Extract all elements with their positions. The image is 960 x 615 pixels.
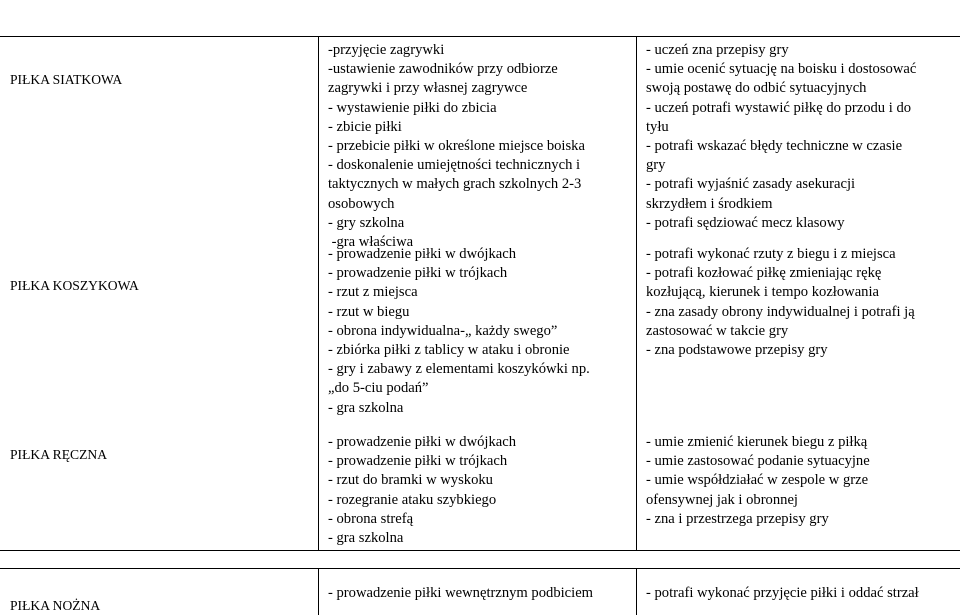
column-divider-2 xyxy=(636,36,637,551)
outcome-line: gry xyxy=(646,157,666,174)
outcomes-cell-volleyball xyxy=(646,41,916,233)
content-line: „do 5-ciu podań” xyxy=(328,380,429,397)
outcome-line: - potrafi kozłować piłkę zmieniając rękę xyxy=(646,265,882,282)
outcome-line: tyłu xyxy=(646,118,669,135)
column-divider-1 xyxy=(318,36,319,551)
content-line: - prowadzenie piłki w dwójkach xyxy=(328,246,517,262)
outcome-line: - potrafi wskazać błędy techniczne w czasie xyxy=(646,138,903,155)
content-line: zagrywki i przy własnej zagrywce xyxy=(328,80,528,97)
outcomes-cell-football xyxy=(646,584,919,603)
table2-column-divider-2 xyxy=(636,568,637,615)
sport-label-handball: PIŁKA RĘCZNA xyxy=(10,447,108,462)
table2-column-divider-1 xyxy=(318,568,319,615)
outcome-line: - umie współdziałać w zespole w grze xyxy=(646,472,869,489)
content-line: -przyjęcie zagrywki xyxy=(328,42,445,58)
content-line: - przebicie piłki w określone miejsce boiska xyxy=(328,138,585,155)
content-line: - gry i zabawy z elementami koszykówki np. xyxy=(328,361,590,378)
content-line: -ustawienie zawodników przy odbiorze xyxy=(328,61,558,78)
outcome-line: ofensywnej jak i obronnej xyxy=(646,491,798,508)
content-cell-basketball xyxy=(328,245,590,418)
outcome-line: - umie ocenić sytuację na boisku i dostosować xyxy=(646,61,917,78)
content-line: taktycznych w małych grach szkolnych 2-3 xyxy=(328,176,582,193)
outcome-line: - potrafi wykonać przyjęcie piłki i oddać strzał xyxy=(646,585,919,601)
content-line: - prowadzenie piłki w dwójkach xyxy=(328,434,517,450)
outcome-line: skrzydłem i środkiem xyxy=(646,195,773,212)
outcome-line: - potrafi wyjaśnić zasady asekuracji xyxy=(646,176,856,193)
outcome-line: - zna zasady obrony indywidualnej i potrafi ją xyxy=(646,303,915,320)
content-line: osobowych xyxy=(328,195,395,212)
content-line: - doskonalenie umiejętności technicznych i xyxy=(328,157,581,174)
content-line: - rozegranie ataku szybkiego xyxy=(328,491,497,508)
outcome-line: - zna podstawowe przepisy gry xyxy=(646,342,828,359)
outcome-line: - potrafi sędziować mecz klasowy xyxy=(646,214,845,231)
content-cell-handball xyxy=(328,433,516,548)
content-line: - gra szkolna xyxy=(328,399,404,416)
outcome-line: kozłującą, kierunek i tempo kozłowania xyxy=(646,284,880,301)
content-line: - gra szkolna xyxy=(328,530,404,547)
outcome-line: swoją postawę do odbić sytuacyjnych xyxy=(646,80,867,97)
content-line: -gra właściwa xyxy=(328,234,414,251)
outcomes-cell-basketball xyxy=(646,245,915,360)
outcome-line: - potrafi wykonać rzuty z biegu i z miejsca xyxy=(646,246,896,262)
table-top-border xyxy=(0,36,960,37)
sport-label-volleyball: PIŁKA SIATKOWA xyxy=(10,72,123,87)
content-line: - zbiórka piłki z tablicy w ataku i obronie xyxy=(328,342,570,359)
content-cell-football xyxy=(328,584,593,603)
content-line: - rzut w biegu xyxy=(328,303,410,320)
sport-label-basketball: PIŁKA KOSZYKOWA xyxy=(10,278,139,293)
content-line: - obrona indywidualna-„ każdy swego” xyxy=(328,322,558,339)
content-line: - obrona strefą xyxy=(328,510,414,527)
content-line: - prowadzenie piłki w trójkach xyxy=(328,265,508,282)
content-line: - wystawienie piłki do zbicia xyxy=(328,99,497,116)
outcome-line: zastosować w takcie gry xyxy=(646,322,789,339)
outcomes-cell-handball xyxy=(646,433,870,529)
outcome-line: - umie zastosować podanie sytuacyjne xyxy=(646,453,870,470)
sport-label-football: PIŁKA NOŻNA xyxy=(10,598,101,613)
content-cell-volleyball xyxy=(328,41,585,252)
outcome-line: - uczeń potrafi wystawić piłkę do przodu i do xyxy=(646,99,912,116)
content-line: - zbicie piłki xyxy=(328,118,402,135)
content-line: - rzut z miejsca xyxy=(328,284,418,301)
content-line: - rzut do bramki w wyskoku xyxy=(328,472,493,489)
outcome-line: - umie zmienić kierunek biegu z piłką xyxy=(646,434,868,450)
content-line: - prowadzenie piłki w trójkach xyxy=(328,453,508,470)
content-line: - prowadzenie piłki wewnętrznym podbiciem xyxy=(328,585,594,601)
content-line: - gry szkolna xyxy=(328,214,405,231)
table2-top-border xyxy=(0,568,960,569)
outcome-line: - zna i przestrzega przepisy gry xyxy=(646,510,829,527)
table-bottom-border xyxy=(0,550,960,551)
outcome-line: - uczeń zna przepisy gry xyxy=(646,42,789,58)
